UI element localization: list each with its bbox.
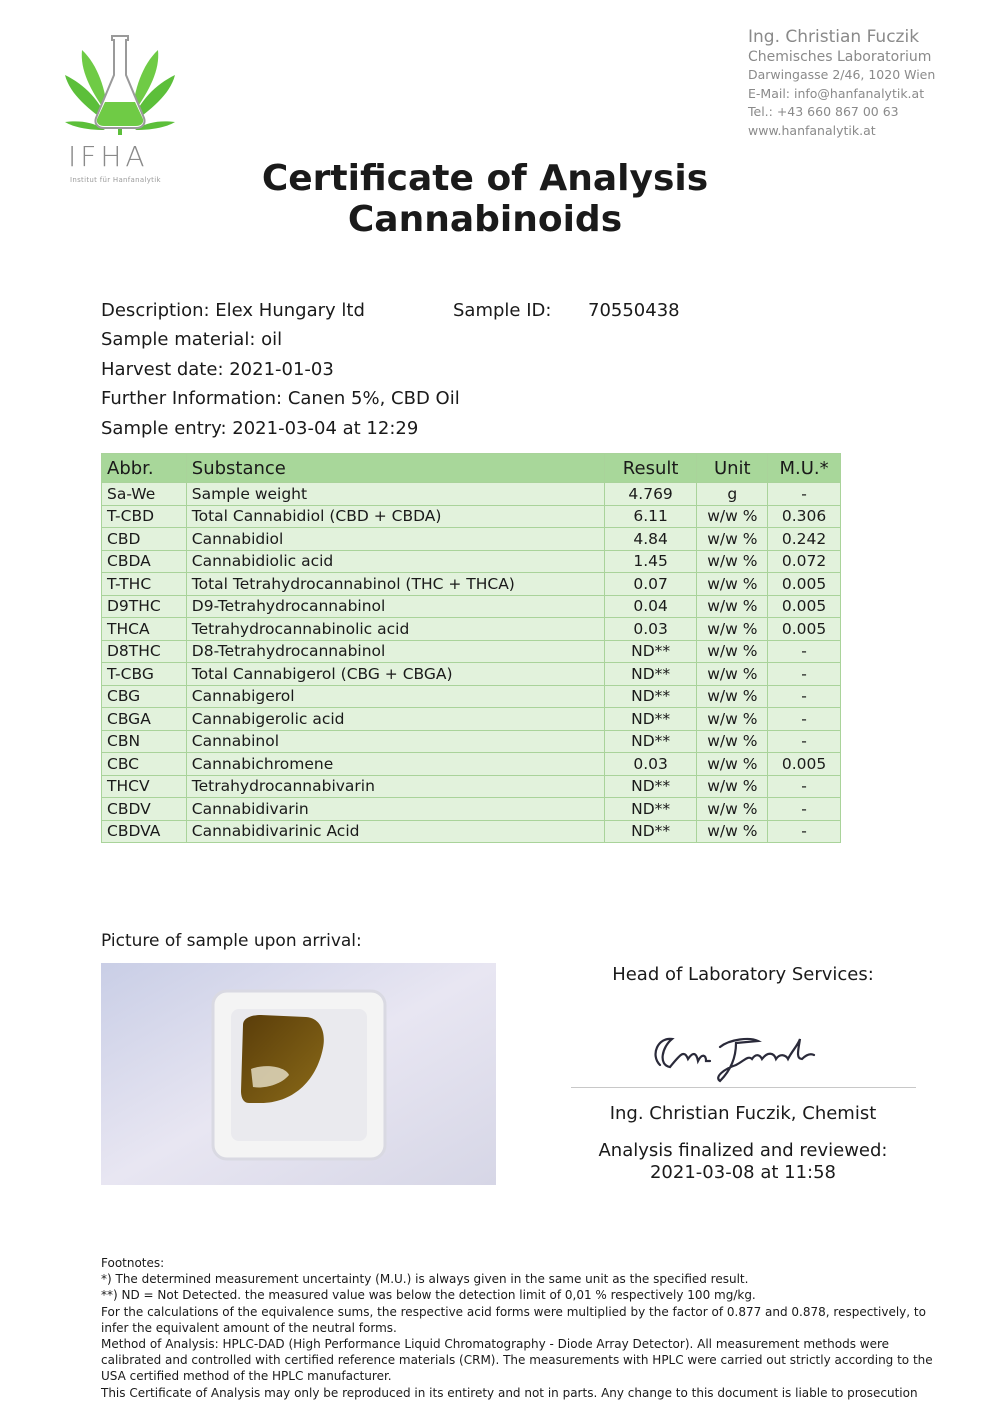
table-row xyxy=(102,798,841,821)
cell-unit: w/w % xyxy=(697,685,768,708)
cell-result: 0.04 xyxy=(604,595,697,618)
cell-substance: Cannabigerol xyxy=(186,685,604,708)
logo-name: IFHA xyxy=(68,140,149,173)
cell-substance: Cannabidivarin xyxy=(186,798,604,821)
signature-heading: Head of Laboratory Services: xyxy=(612,964,874,985)
signature-icon xyxy=(640,1025,830,1085)
sample-photo xyxy=(101,963,496,1185)
footnote-line: This Certificate of Analysis may only be reproduced in its entirety and not in parts. Any change to this document is liable to prosecution xyxy=(101,1385,918,1400)
cell-abbr: CBN xyxy=(102,730,187,753)
table-row xyxy=(102,820,841,843)
cell-abbr: D9THC xyxy=(102,595,187,618)
cell-abbr: T-CBD xyxy=(102,505,187,528)
info-harvest: Harvest date: 2021-01-03 xyxy=(101,359,334,380)
logo-subtitle: Institut für Hanfanalytik xyxy=(70,176,161,184)
cell-abbr: T-THC xyxy=(102,573,187,596)
table-row xyxy=(102,595,841,618)
cell-abbr: CBDA xyxy=(102,550,187,573)
cell-unit: w/w % xyxy=(697,775,768,798)
cell-substance: Cannabidivarinic Acid xyxy=(186,820,604,843)
cell-mu: - xyxy=(768,775,841,798)
cell-unit: w/w % xyxy=(697,753,768,776)
table-row xyxy=(102,550,841,573)
cell-result: 4.769 xyxy=(604,483,697,506)
cell-abbr: THCV xyxy=(102,775,187,798)
cell-result: ND** xyxy=(604,708,697,731)
table-header-row xyxy=(102,454,841,483)
cell-mu: - xyxy=(768,483,841,506)
cell-abbr: THCA xyxy=(102,618,187,641)
cell-result: ND** xyxy=(604,663,697,686)
cell-mu: - xyxy=(768,820,841,843)
header-mu: M.U.* xyxy=(768,454,841,483)
table-row xyxy=(102,528,841,551)
cell-unit: w/w % xyxy=(697,505,768,528)
cell-result: 0.07 xyxy=(604,573,697,596)
cell-result: ND** xyxy=(604,685,697,708)
lab-subtitle: Chemisches Laboratorium xyxy=(748,49,932,65)
cell-mu: - xyxy=(768,798,841,821)
cell-substance: Sample weight xyxy=(186,483,604,506)
cell-unit: w/w % xyxy=(697,550,768,573)
table-row xyxy=(102,573,841,596)
cell-abbr: T-CBG xyxy=(102,663,187,686)
info-description: Description: Elex Hungary ltd xyxy=(101,300,365,321)
cell-unit: g xyxy=(697,483,768,506)
cell-mu: - xyxy=(768,685,841,708)
table-row xyxy=(102,775,841,798)
footnote-line: Method of Analysis: HPLC-DAD (High Performance Liquid Chromatography - Diode Array Detector). All measurement methods were calibrated and controlled with certified reference materials (CRM). The measurements with HPLC were carried out strictly according to the USA certified method of the HPLC manufacturer. xyxy=(101,1337,933,1384)
info-further: Further Information: Canen 5%, CBD Oil xyxy=(101,388,460,409)
signatory-name: Ing. Christian Fuczik, Chemist xyxy=(609,1103,877,1124)
header-substance: Substance xyxy=(186,454,604,483)
cell-abbr: D8THC xyxy=(102,640,187,663)
cell-abbr: CBC xyxy=(102,753,187,776)
lab-address: Darwingasse 2/46, 1020 Wien xyxy=(748,67,936,82)
footnote-line: **) ND = Not Detected. the measured value was below the detection limit of 0,01 % respectively 100 mg/kg. xyxy=(101,1288,756,1303)
lab-header xyxy=(748,26,988,140)
table-row xyxy=(102,640,841,663)
table-row xyxy=(102,483,841,506)
cell-unit: w/w % xyxy=(697,820,768,843)
signature-line xyxy=(571,1087,916,1088)
finalized-label: Analysis finalized and reviewed: xyxy=(598,1140,888,1161)
cell-abbr: CBGA xyxy=(102,708,187,731)
cell-result: ND** xyxy=(604,730,697,753)
cell-abbr: CBDV xyxy=(102,798,187,821)
table-row xyxy=(102,663,841,686)
cell-substance: Total Cannabidiol (CBD + CBDA) xyxy=(186,505,604,528)
footnote-line: For the calculations of the equivalence sums, the respective acid forms were multiplied by the factor of 0.877 and 0.878, respectively, to infer the equivalent amount of the neutral forms. xyxy=(101,1304,926,1335)
page-title xyxy=(200,158,770,240)
header-result: Result xyxy=(604,454,697,483)
cell-substance: Tetrahydrocannabivarin xyxy=(186,775,604,798)
info-entry: Sample entry: 2021-03-04 at 12:29 xyxy=(101,418,419,439)
cell-substance: Tetrahydrocannabinolic acid xyxy=(186,618,604,641)
cell-substance: Total Tetrahydrocannabinol (THC + THCA) xyxy=(186,573,604,596)
cell-result: 0.03 xyxy=(604,618,697,641)
lab-name: Ing. Christian Fuczik xyxy=(748,27,920,47)
table-row xyxy=(102,730,841,753)
cell-substance: Cannabidiol xyxy=(186,528,604,551)
cell-unit: w/w % xyxy=(697,573,768,596)
table-row xyxy=(102,685,841,708)
cell-mu: - xyxy=(768,730,841,753)
cell-substance: Cannabinol xyxy=(186,730,604,753)
cell-result: ND** xyxy=(604,775,697,798)
header-abbr: Abbr. xyxy=(102,454,187,483)
cell-substance: Cannabichromene xyxy=(186,753,604,776)
info-material: Sample material: oil xyxy=(101,329,283,350)
table-row xyxy=(102,708,841,731)
lab-phone: Tel.: +43 660 867 00 63 xyxy=(748,104,899,119)
title-line-2: Cannabinoids xyxy=(347,199,623,240)
footnote-line: *) The determined measurement uncertainty (M.U.) is always given in the same unit as the specified result. xyxy=(101,1272,749,1287)
cell-unit: w/w % xyxy=(697,708,768,731)
cell-result: ND** xyxy=(604,798,697,821)
cell-mu: - xyxy=(768,640,841,663)
table-row xyxy=(102,618,841,641)
lab-web: www.hanfanalytik.at xyxy=(748,122,876,138)
footnote-line: Footnotes: xyxy=(101,1256,165,1270)
cell-unit: w/w % xyxy=(697,528,768,551)
finalized-date: 2021-03-08 at 11:58 xyxy=(649,1162,836,1183)
results-table xyxy=(101,453,841,843)
cell-mu: 0.242 xyxy=(768,528,841,551)
cell-substance: D9-Tetrahydrocannabinol xyxy=(186,595,604,618)
cell-mu: 0.072 xyxy=(768,550,841,573)
cell-result: ND** xyxy=(604,640,697,663)
cell-abbr: CBDVA xyxy=(102,820,187,843)
table-row xyxy=(102,505,841,528)
cell-result: 0.03 xyxy=(604,753,697,776)
footnotes xyxy=(101,1255,941,1401)
cell-result: 6.11 xyxy=(604,505,697,528)
cell-substance: D8-Tetrahydrocannabinol xyxy=(186,640,604,663)
cell-result: ND** xyxy=(604,820,697,843)
cell-substance: Cannabigerolic acid xyxy=(186,708,604,731)
cell-abbr: CBG xyxy=(102,685,187,708)
cell-mu: 0.005 xyxy=(768,573,841,596)
cell-unit: w/w % xyxy=(697,798,768,821)
cell-mu: 0.005 xyxy=(768,753,841,776)
cell-mu: - xyxy=(768,708,841,731)
sample-id-label: Sample ID: xyxy=(453,300,552,321)
cell-mu: 0.005 xyxy=(768,595,841,618)
table-row xyxy=(102,753,841,776)
cell-mu: 0.306 xyxy=(768,505,841,528)
cell-abbr: Sa-We xyxy=(102,483,187,506)
sample-id-value: 70550438 xyxy=(588,300,680,321)
cell-abbr: CBD xyxy=(102,528,187,551)
cell-unit: w/w % xyxy=(697,618,768,641)
cell-mu: - xyxy=(768,663,841,686)
cell-unit: w/w % xyxy=(697,640,768,663)
cell-substance: Total Cannabigerol (CBG + CBGA) xyxy=(186,663,604,686)
cell-result: 1.45 xyxy=(604,550,697,573)
picture-label: Picture of sample upon arrival: xyxy=(101,931,362,951)
cell-unit: w/w % xyxy=(697,730,768,753)
cell-substance: Cannabidiolic acid xyxy=(186,550,604,573)
cell-result: 4.84 xyxy=(604,528,697,551)
cell-mu: 0.005 xyxy=(768,618,841,641)
cell-unit: w/w % xyxy=(697,595,768,618)
header-unit: Unit xyxy=(697,454,768,483)
lab-email: E-Mail: info@hanfanalytik.at xyxy=(748,85,925,101)
title-line-1: Certificate of Analysis xyxy=(261,158,709,199)
cell-unit: w/w % xyxy=(697,663,768,686)
